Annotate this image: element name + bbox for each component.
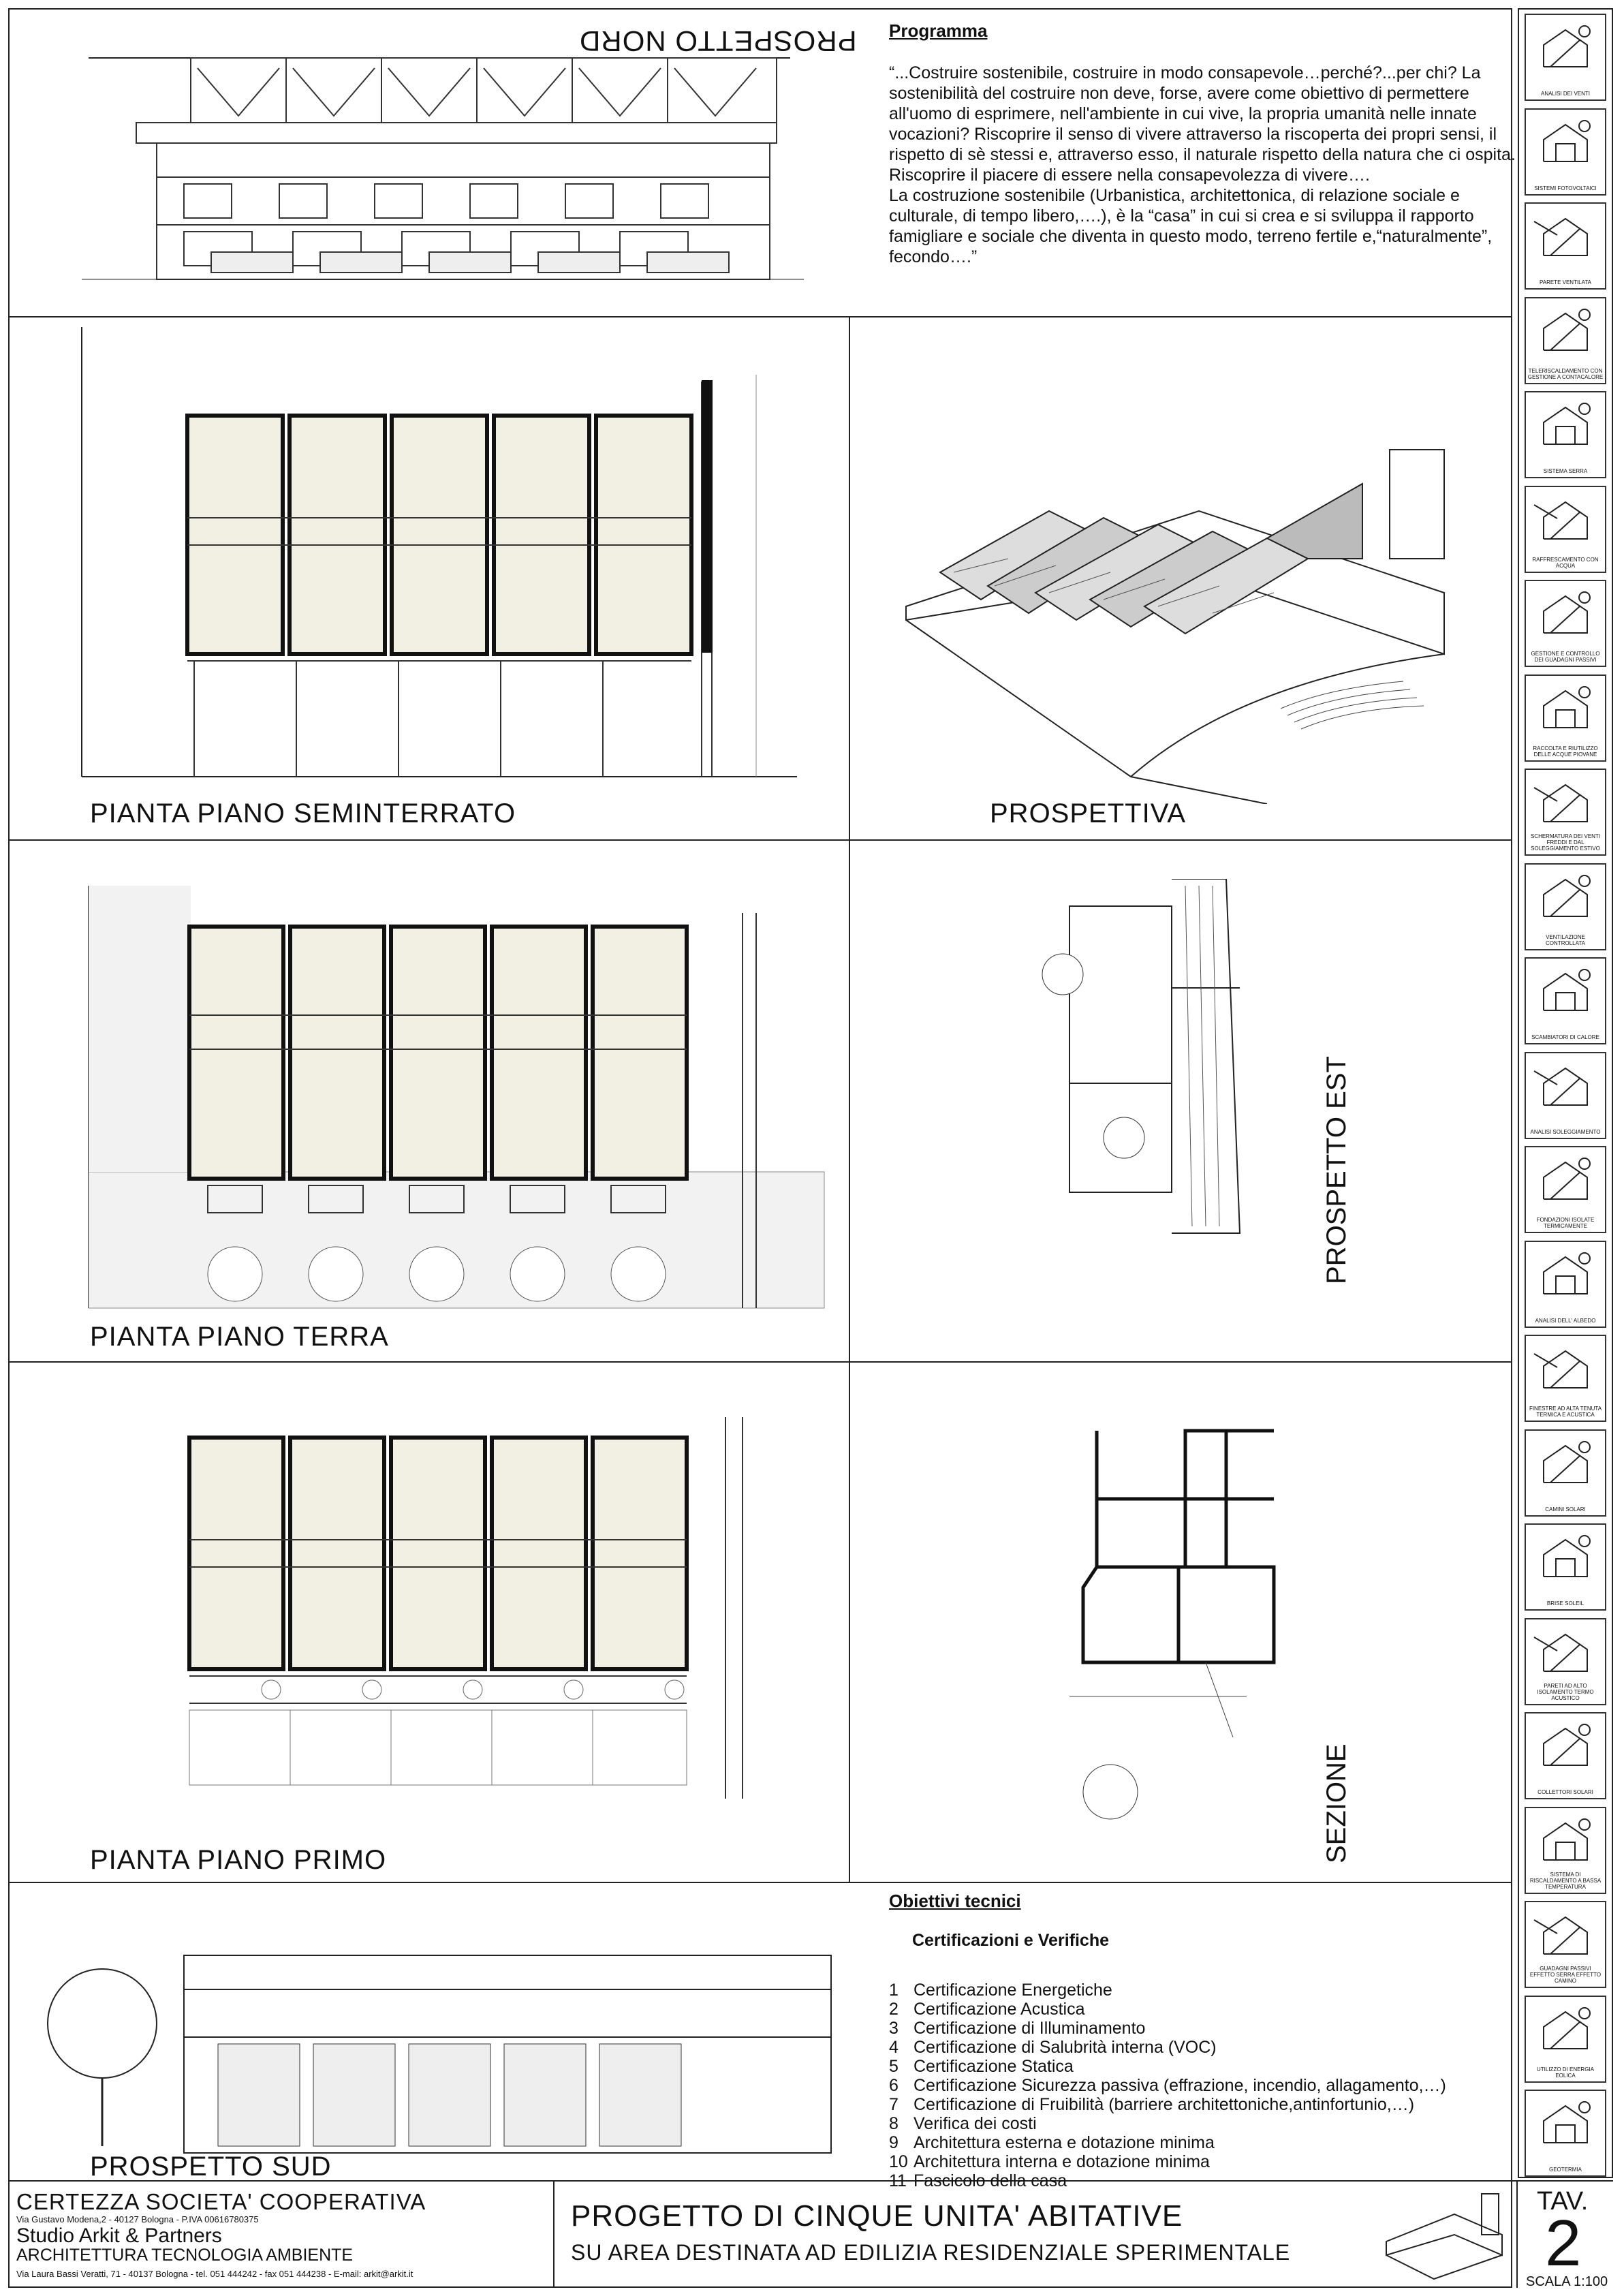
- col-divider: [849, 316, 850, 1882]
- district-heating-icon: [1530, 302, 1601, 362]
- obiettivi-subtitle: Certificazioni e Verifiche: [912, 1931, 1109, 1950]
- geothermal-icon: [1530, 2095, 1601, 2155]
- tav-label: TAV.: [1537, 2187, 1589, 2216]
- sustainability-sidebar: [1518, 8, 1613, 2178]
- passive-gain-icon: [1530, 585, 1601, 645]
- studio-name: Studio Arkit & Partners: [16, 2224, 222, 2247]
- wind-turbine-icon: [1530, 2001, 1601, 2061]
- title-divider: [1516, 2180, 1518, 2288]
- low-temp-heating-icon: [1530, 1812, 1601, 1872]
- sidebar-icon-cell: [1525, 202, 1606, 290]
- obiettivi-title: Obiettivi tecnici: [889, 1891, 1021, 1911]
- sidebar-icon-label: COLLETTORI SOLARI: [1537, 1789, 1593, 1795]
- list-item: 6 Certificazione Sicurezza passiva (effrazione, incendio, allagamento,…): [889, 2076, 1446, 2095]
- greenhouse-icon: [1530, 397, 1601, 456]
- programma-paragraph: Riscoprire il piacere di essere nella consapevolezza di vivere….: [889, 166, 1370, 185]
- ventilation-icon: [1530, 869, 1601, 929]
- programma-title: Programma: [889, 20, 988, 41]
- obiettivi-tecnici: [889, 1891, 1516, 2190]
- sidebar-icon-cell: [1525, 1996, 1606, 2083]
- sidebar-icon-cell: [1525, 1618, 1606, 1705]
- caption-sezione: SEZIONE: [1322, 1743, 1352, 1863]
- insulated-wall-icon: [1530, 1624, 1601, 1684]
- heat-exchanger-icon: [1530, 963, 1601, 1023]
- programma-text: [889, 63, 1516, 267]
- sidebar-icon-cell: [1525, 1523, 1606, 1611]
- sidebar-icon-label: BRISE SOLEIL: [1546, 1600, 1584, 1607]
- programma-paragraph: La costruzione sostenibile (Urbanistica, architettonica, di relazione sociale e culturale, di tempo libero,….), è la “casa” in cui si crea e si sviluppa il rapporto famigliare e sociale che diventa in questo modo, terreno fertile e,“naturalmente”, fecondo….”: [889, 186, 1493, 266]
- plan-seminterrato-drawing: [14, 320, 845, 811]
- list-item: 10 Architettura interna e dotazione minima: [889, 2152, 1210, 2171]
- sidebar-icon-cell: [1525, 391, 1606, 478]
- sidebar-icon-label: CAMINI SOLARI: [1545, 1506, 1586, 1512]
- prospetto-sud-drawing: [27, 1901, 845, 2187]
- sidebar-icon-label: TELERISCALDAMENTO CON GESTIONE A CONTACALORE: [1527, 367, 1604, 380]
- client-address: Via Gustavo Modena,2 - 40127 Bologna - P.IVA 00616780375: [16, 2214, 259, 2224]
- water-cooling-icon: [1530, 491, 1601, 551]
- sidebar-icon-label: FINESTRE AD ALTA TENUTA TERMICA E ACUSTICA: [1529, 1406, 1602, 1418]
- sidebar-icon-cell: [1525, 863, 1606, 950]
- sidebar-icon-label: ANALISI SOLEGGIAMENTO: [1530, 1128, 1601, 1135]
- sidebar-icon-label: GUADAGNI PASSIVI EFFETTO SERRA EFFETTO CAMINO: [1529, 1966, 1602, 1984]
- sidebar-icon-cell: [1525, 1146, 1606, 1233]
- sidebar-icon-cell: [1525, 297, 1606, 384]
- photovoltaic-icon: [1530, 114, 1601, 174]
- sidebar-icon-cell: [1525, 1712, 1606, 1799]
- sidebar-icon-label: RAFFRESCAMENTO CON ACQUA: [1532, 556, 1599, 569]
- list-item: 9 Architettura esterna e dotazione minima: [889, 2133, 1215, 2152]
- stack-effect-icon: [1530, 1906, 1601, 1966]
- sidebar-icon-label: PARETI AD ALTO ISOLAMENTO TERMO ACUSTICO: [1537, 1682, 1594, 1701]
- sidebar-icon-cell: [1525, 769, 1606, 856]
- tav-number: 2: [1545, 2207, 1582, 2280]
- sidebar-icon-cell: [1525, 1901, 1606, 1988]
- solar-collector-icon: [1530, 1718, 1601, 1778]
- list-item: 2 Certificazione Acustica: [889, 2000, 1085, 2019]
- obiettivi-list: [889, 1981, 1516, 2190]
- plan-terra-drawing: [14, 845, 845, 1335]
- studio-address: Via Laura Bassi Veratti, 71 - 40137 Bologna - tel. 051 444242 - fax 051 444238 - E-mail: arkit@arkit.it: [16, 2269, 413, 2279]
- studio-subtitle: ARCHITETTURA TECNOLOGIA AMBIENTE: [16, 2246, 354, 2265]
- sidebar-icon-cell: [1525, 1241, 1606, 1328]
- sidebar-icon-label: RACCOLTA E RIUTILIZZO DELLE ACQUE PIOVANE: [1533, 745, 1598, 758]
- client-name: CERTEZZA SOCIETA' COOPERATIVA: [16, 2189, 426, 2214]
- foundation-icon: [1530, 1151, 1601, 1211]
- sidebar-icon-label: ANALISI DEI VENTI: [1540, 91, 1591, 97]
- solar-chimney-icon: [1530, 1435, 1601, 1495]
- wind-shield-icon: [1530, 774, 1601, 834]
- caption-seminterrato: PIANTA PIANO SEMINTERRATO: [90, 798, 516, 828]
- sidebar-icon-cell: [1525, 580, 1606, 667]
- wind-rose-icon: [1530, 19, 1601, 79]
- sun-analysis-icon: [1530, 1057, 1601, 1117]
- prospetto-nord: [82, 20, 858, 307]
- title-divider: [553, 2180, 555, 2288]
- caption-terra: PIANTA PIANO TERRA: [90, 1322, 389, 1352]
- sidebar-icon-label: SISTEMA DI RISCALDAMENTO A BASSA TEMPERATURA: [1529, 1871, 1602, 1890]
- thumbnail-perspective: [1379, 2187, 1509, 2282]
- sidebar-icon-cell: [1525, 1807, 1606, 1894]
- list-item: 5 Certificazione Statica: [889, 2057, 1074, 2076]
- window-icon: [1530, 1340, 1601, 1400]
- list-item: 8 Verifica dei costi: [889, 2114, 1037, 2133]
- project-subtitle: SU AREA DESTINATA AD EDILIZIA RESIDENZIALE SPERIMENTALE: [571, 2240, 1291, 2265]
- sidebar-icon-label: SCAMBIATORI DI CALORE: [1531, 1034, 1599, 1040]
- caption-sud: PROSPETTO SUD: [90, 2152, 332, 2182]
- prospetto-nord-title: PROSPETTO NORD: [579, 25, 857, 57]
- brise-soleil-icon: [1530, 1529, 1601, 1589]
- ventilated-wall-icon: [1530, 208, 1601, 268]
- sidebar-icon-label: SCHERMATURA DEI VENTI FREDDI E DAL SOLEGGIAMENTO ESTIVO: [1530, 833, 1601, 852]
- sidebar-icon-cell: [1525, 674, 1606, 762]
- caption-est: PROSPETTO EST: [1322, 1056, 1352, 1284]
- prospettiva-drawing: [886, 422, 1499, 804]
- list-item: 11 Fascicolo della casa: [889, 2171, 1067, 2190]
- plan-primo-drawing: [14, 1417, 845, 1894]
- prospetto-nord-drawing: [82, 20, 858, 307]
- sidebar-icon-label: SISTEMI FOTOVOLTAICI: [1534, 185, 1597, 191]
- prospetto-est-drawing: [1022, 879, 1308, 1301]
- sidebar-icon-label: UTILIZZO DI ENERGIA EOLICA: [1536, 2066, 1594, 2079]
- list-item: 1 Certificazione Energetiche: [889, 1981, 1112, 2000]
- sidebar-icon-cell: [1525, 957, 1606, 1044]
- project-title: PROGETTO DI CINQUE UNITA' ABITATIVE: [571, 2199, 1183, 2233]
- caption-primo: PIANTA PIANO PRIMO: [90, 1845, 387, 1875]
- sidebar-icon-label: ANALISI DELL' ALBEDO: [1535, 1317, 1596, 1324]
- sidebar-icon-label: PARETE VENTILATA: [1539, 279, 1591, 285]
- sidebar-icon-cell: [1525, 1335, 1606, 1422]
- caption-prospettiva: PROSPETTIVA: [990, 798, 1187, 828]
- sidebar-icon-cell: [1525, 1429, 1606, 1517]
- sidebar-icon-label: VENTILAZIONE CONTROLLATA: [1546, 933, 1585, 946]
- sidebar-icon-label: GESTIONE E CONTROLLO DEI GUADAGNI PASSIVI: [1531, 651, 1600, 663]
- sidebar-icon-label: GEOTERMIA: [1548, 2167, 1582, 2173]
- sidebar-icon-cell: [1525, 108, 1606, 196]
- sidebar-icon-cell: [1525, 2090, 1606, 2177]
- sezione-drawing: [1069, 1410, 1328, 1833]
- row-divider: [8, 839, 1512, 841]
- list-item: 3 Certificazione di Illuminamento: [889, 2019, 1146, 2038]
- list-item: 7 Certificazione di Fruibilità (barriere architettoniche,antinfortunio,…): [889, 2095, 1415, 2114]
- sidebar-icon-label: FONDAZIONI ISOLATE TERMICAMENTE: [1536, 1217, 1595, 1229]
- sidebar-icon-label: SISTEMA SERRA: [1543, 468, 1588, 474]
- sidebar-icon-cell: [1525, 14, 1606, 101]
- sidebar-icon-cell: [1525, 486, 1606, 573]
- sidebar-icon-cell: [1525, 1052, 1606, 1139]
- list-item: 4 Certificazione di Salubrità interna (VOC): [889, 2038, 1217, 2057]
- albedo-icon: [1530, 1246, 1601, 1306]
- rainwater-icon: [1530, 680, 1601, 740]
- programma-paragraph: “...Costruire sostenibile, costruire in modo consapevole…perché?...per chi? La sostenibilità del costruire non deve, forse, avere come obiettivo di permettere all'uomo di esprimere, nell'ambiente in cui vive, la propria umanità nelle innate vocazioni? Riscoprire il senso di vivere attraverso la riscoperta dei propri sensi, il rispetto di sè stessi e, attraverso esso, il naturale rispetto della natura che ci ospita.: [889, 63, 1516, 164]
- row-divider: [8, 316, 1512, 317]
- row-divider: [8, 1361, 1512, 1363]
- scale-label: SCALA 1:100: [1526, 2274, 1608, 2289]
